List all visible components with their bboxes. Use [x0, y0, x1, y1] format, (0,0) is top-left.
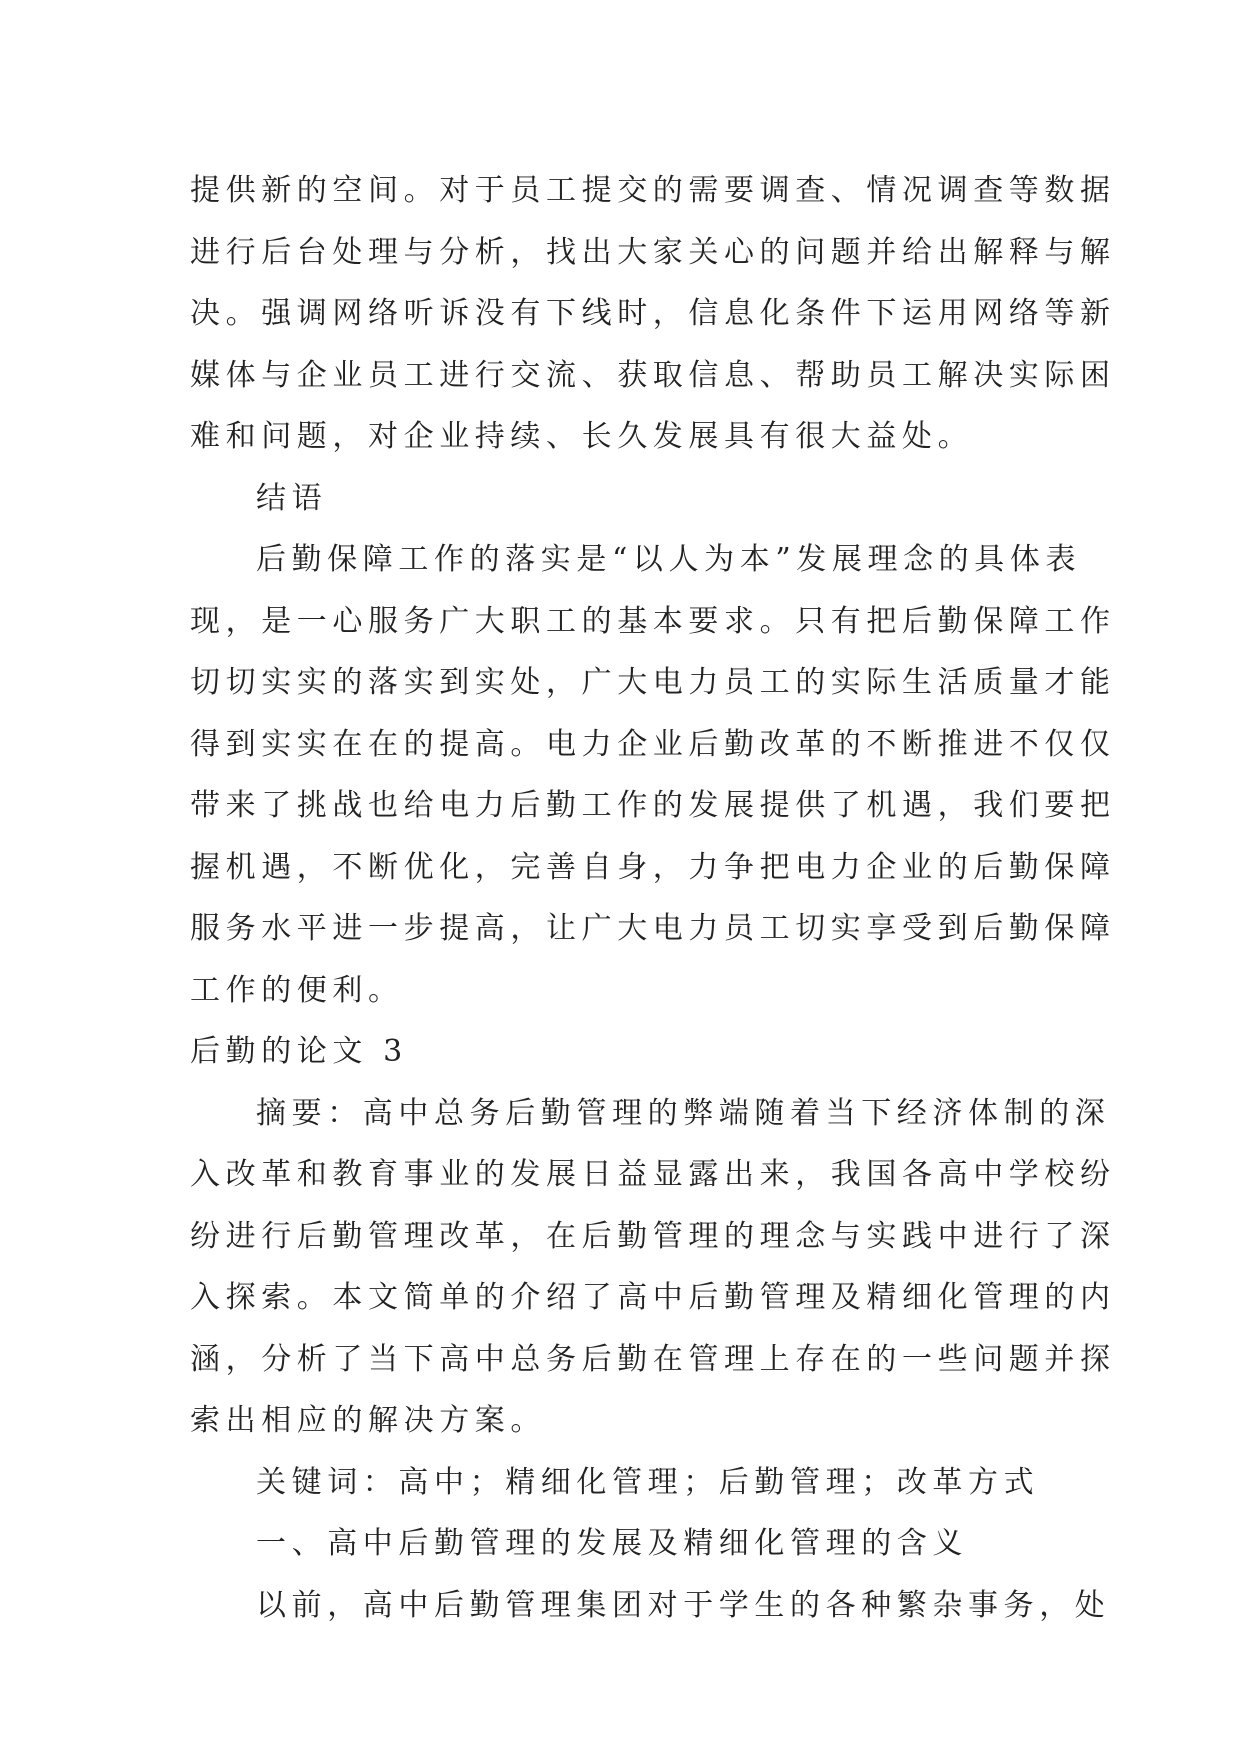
- body-line: 涵，分析了当下高中总务后勤在管理上存在的一些问题并探: [190, 1341, 1116, 1377]
- body-line: 提供新的空间。对于员工提交的需要调查、情况调查等数据: [190, 173, 1116, 208]
- body-line: 握机遇，不断优化，完善自身，力争把电力企业的后勤保障: [190, 849, 1116, 885]
- body-line: 决。强调网络听诉没有下线时，信息化条件下运用网络等新: [190, 296, 1116, 331]
- body-line: 入改革和教育事业的发展日益显露出来，我国各高中学校纷: [190, 1157, 1116, 1192]
- body-line: 入探索。本文简单的介绍了高中后勤管理及精细化管理的内: [190, 1280, 1116, 1315]
- abstract-line: 摘要：高中总务后勤管理的弊端随着当下经济体制的深: [256, 1095, 1111, 1131]
- section-heading-one: 一、高中后勤管理的发展及精细化管理的含义: [256, 1526, 968, 1561]
- article-title: 后勤的论文 3: [190, 1034, 408, 1069]
- body-line: 带来了挑战也给电力后勤工作的发展提供了机遇，我们要把: [190, 788, 1116, 823]
- body-line: 工作的便利。: [190, 972, 404, 1008]
- body-line: 纷进行后勤管理改革，在后勤管理的理念与实践中进行了深: [190, 1218, 1116, 1254]
- document-body: [190, 160, 1116, 1636]
- body-line: 现，是一心服务广大职工的基本要求。只有把后勤保障工作: [190, 603, 1116, 639]
- body-line: 进行后台处理与分析，找出大家关心的问题并给出解释与解: [190, 234, 1116, 270]
- section-heading-conclusion: 结语: [256, 480, 328, 516]
- body-line: 媒体与企业员工进行交流、获取信息、帮助员工解决实际困: [190, 357, 1116, 393]
- keywords-line: 关键词：高中；精细化管理；后勤管理；改革方式: [256, 1464, 1040, 1500]
- body-line: 后勤保障工作的落实是“以人为本”发展理念的具体表: [256, 542, 1082, 577]
- body-line: 得到实实在在的提高。电力企业后勤改革的不断推进不仅仅: [190, 726, 1116, 762]
- body-line: 切切实实的落实到实处，广大电力员工的实际生活质量才能: [190, 665, 1116, 700]
- body-line: 服务水平进一步提高，让广大电力员工切实享受到后勤保障: [190, 911, 1116, 946]
- body-line: 以前，高中后勤管理集团对于学生的各种繁杂事务，处: [256, 1587, 1111, 1623]
- body-line: 难和问题，对企业持续、长久发展具有很大益处。: [190, 419, 974, 454]
- body-line: 索出相应的解决方案。: [190, 1403, 546, 1438]
